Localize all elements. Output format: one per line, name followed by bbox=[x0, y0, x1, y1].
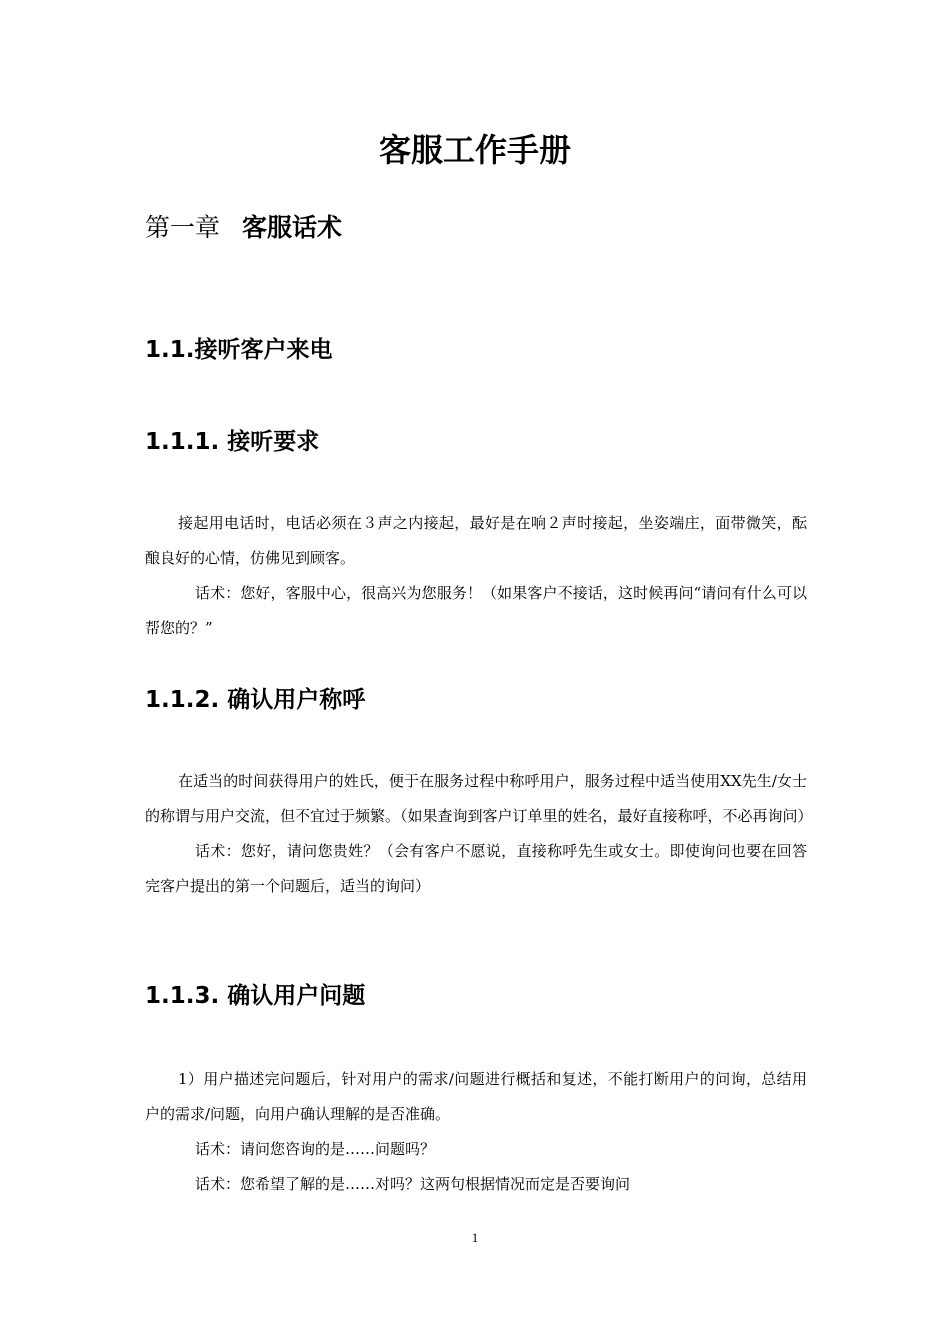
chapter-heading bbox=[145, 208, 342, 248]
page-number: 1 bbox=[471, 1230, 479, 1245]
section-heading-1-1-1: 1.1.1. 接听要求 bbox=[145, 429, 320, 455]
paragraph-address-customer: 在适当的时间获得用户的姓氏，便于在服务过程中称呼用户，服务过程中适当使用XX先生/女士的称谓与用户交流，但不宜过于频繁。（如果查询到客户订单里的姓名，最好直接称呼，不必再询问） bbox=[145, 772, 813, 825]
paragraph-confirm-issue: 1）用户描述完问题后，针对用户的需求/问题进行概括和复述，不能打断用户的问询，总结用户的需求/问题，向用户确认理解的是否准确。 bbox=[145, 1070, 807, 1123]
section-heading-1-1-2: 1.1.2. 确认用户称呼 bbox=[145, 687, 366, 713]
section-1-1-2-body bbox=[145, 764, 813, 904]
section-1-1-1-body bbox=[145, 506, 807, 646]
script-line-1: 话术：请问您咨询的是……问题吗？ bbox=[195, 1140, 436, 1158]
section-heading-1-1-3: 1.1.3. 确认用户问题 bbox=[145, 983, 366, 1009]
paragraph-answer-requirement: 接起用电话时，电话必须在３声之内接起，最好是在响２声时接起，坐姿端庄，面带微笑，酝酿良好的心情，仿佛见到顾客。 bbox=[145, 514, 807, 567]
document-title: 客服工作手册 bbox=[378, 131, 571, 169]
section-heading-1-1: 1.1.接听客户来电 bbox=[145, 337, 333, 363]
chapter-name: 客服话术 bbox=[242, 213, 343, 242]
paragraph-surname-script: 话术：您好，请问您贵姓？（会有客户不愿说，直接称呼先生或女士。即使询问也要在回答完客户提出的第一个问题后，适当的询问） bbox=[145, 842, 807, 895]
paragraph-greeting-script: 话术：您好，客服中心，很高兴为您服务！（如果客户不接话，这时候再问“请问有什么可以帮您的？” bbox=[145, 584, 807, 637]
chapter-label: 第一章 bbox=[145, 213, 221, 242]
section-1-1-3-body bbox=[145, 1062, 807, 1132]
script-line-2: 话术：您希望了解的是……对吗？这两句根据情况而定是否要询问 bbox=[195, 1175, 631, 1193]
